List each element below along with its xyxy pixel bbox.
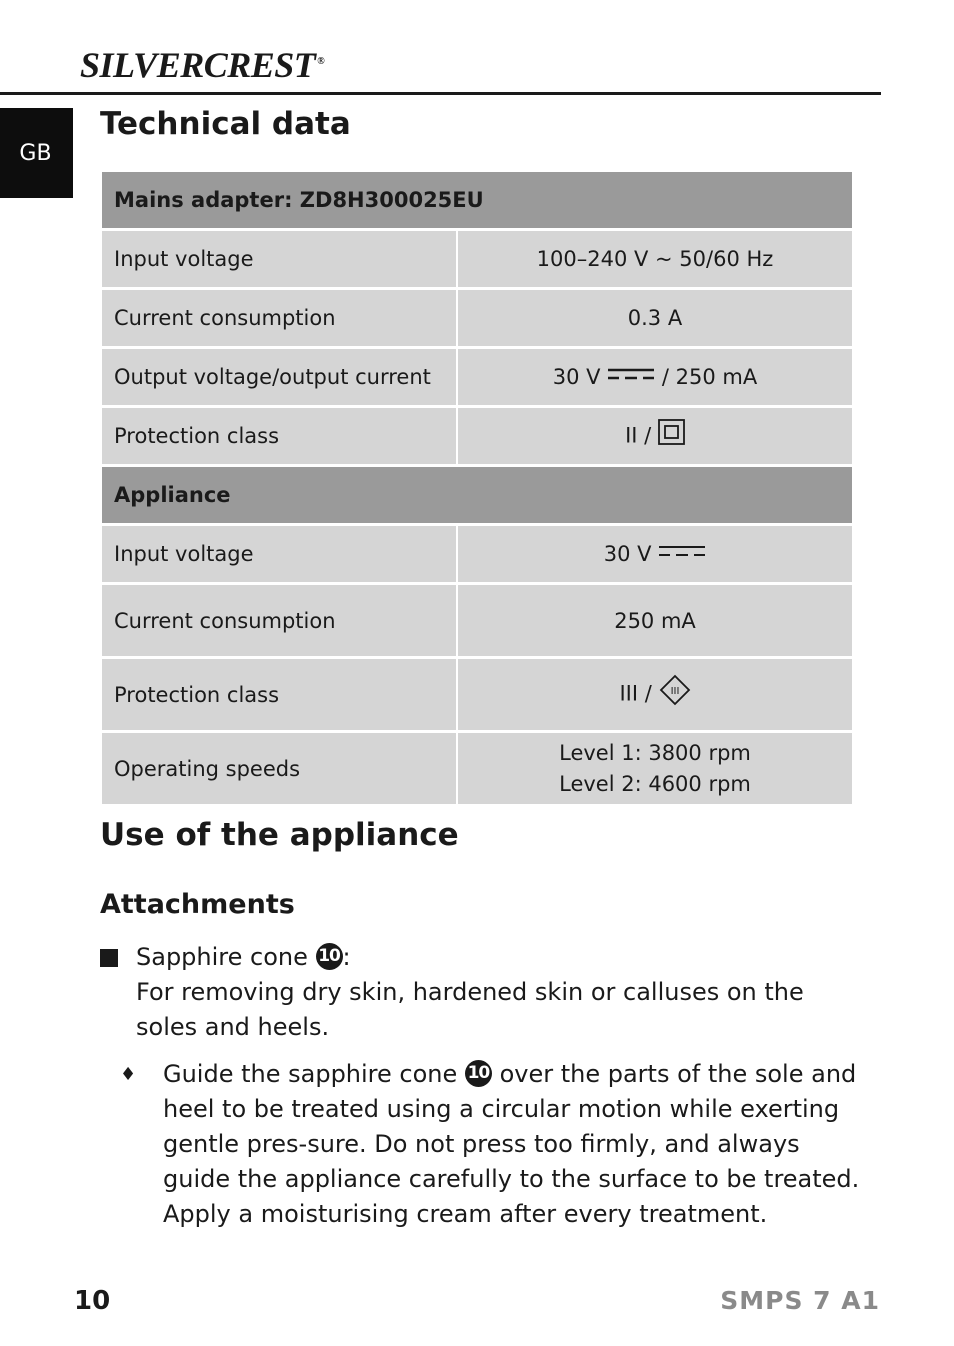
value-prefix: II /: [625, 423, 652, 447]
row-value: [458, 733, 852, 804]
table-row: [102, 585, 852, 656]
instruction-after: over the parts of the sole and heel to be treated using a circular motion while exerting gentle pres-sure. Do not press too firmly, and always guide the appliance carefully to the surface to be treated. Apply a moisturising cream after every treatment.: [163, 1060, 860, 1228]
brand-name: SILVERCREST: [80, 45, 316, 85]
technical-data-table: [100, 169, 854, 807]
table-row: [102, 231, 852, 287]
row-value: [458, 349, 852, 405]
value-prefix: III /: [619, 681, 652, 706]
speed-level-2: Level 2: 4600 rpm: [559, 771, 751, 796]
instruction-before: Guide the sapphire cone: [163, 1060, 458, 1088]
table-row: [102, 290, 852, 346]
row-label: Input voltage: [102, 526, 456, 582]
part-number-badge: 10: [465, 1060, 492, 1087]
use-of-appliance-title: Use of the appliance: [100, 817, 459, 853]
diamond-bullet-icon: ♦: [120, 1064, 137, 1085]
direct-current-icon: [607, 367, 655, 381]
row-value: [458, 526, 852, 582]
table-section-header: [102, 467, 852, 523]
table-section-header: [102, 172, 852, 228]
bullet-description: For removing dry skin, hardened skin or calluses on the soles and heels.: [136, 978, 804, 1041]
brand-logo: [80, 42, 324, 85]
row-label: Current consumption: [102, 290, 456, 346]
value-suffix: / 250 mA: [661, 365, 758, 389]
row-label: Protection class: [102, 659, 456, 730]
row-value: [458, 408, 852, 464]
square-bullet-icon: [100, 949, 118, 967]
attachment-bullet: [100, 940, 860, 1045]
value-prefix: 30 V: [603, 542, 652, 566]
page-number: 10: [74, 1286, 111, 1316]
bullet-colon: :: [342, 943, 351, 971]
table-row: [102, 408, 852, 464]
model-name: SMPS 7 A1: [720, 1286, 880, 1315]
bullet-lead: Sapphire cone: [136, 943, 308, 971]
technical-data-title: Technical data: [100, 106, 351, 142]
registered-mark: ®: [317, 56, 325, 67]
row-label: Operating speeds: [102, 733, 456, 804]
language-tab-label: GB: [19, 140, 52, 166]
appliance-heading: Appliance: [102, 467, 852, 523]
row-value: 250 mA: [458, 585, 852, 656]
row-value: 0.3 A: [458, 290, 852, 346]
header-rule: [0, 92, 881, 95]
row-label: Protection class: [102, 408, 456, 464]
attachments-subtitle: Attachments: [100, 889, 295, 920]
speed-level-1: Level 1: 3800 rpm: [559, 740, 751, 765]
row-label: Input voltage: [102, 231, 456, 287]
table-row: [102, 526, 852, 582]
protection-class-iii-icon: [659, 674, 691, 711]
protection-class-ii-icon: [658, 419, 685, 450]
row-value: [458, 659, 852, 730]
row-label: Current consumption: [102, 585, 456, 656]
protection-class-iii-text: III: [670, 686, 679, 697]
language-tab: [0, 108, 73, 198]
direct-current-icon: [658, 544, 706, 558]
instruction-item: [120, 1057, 860, 1232]
part-number-badge: 10: [316, 943, 343, 970]
adapter-heading: Mains adapter: ZD8H300025EU: [102, 172, 852, 228]
table-row: [102, 733, 852, 804]
value-prefix: 30 V: [552, 365, 601, 389]
table-row: [102, 659, 852, 730]
table-row: [102, 349, 852, 405]
row-value: 100–240 V ~ 50/60 Hz: [458, 231, 852, 287]
row-label: Output voltage/output current: [102, 349, 456, 405]
